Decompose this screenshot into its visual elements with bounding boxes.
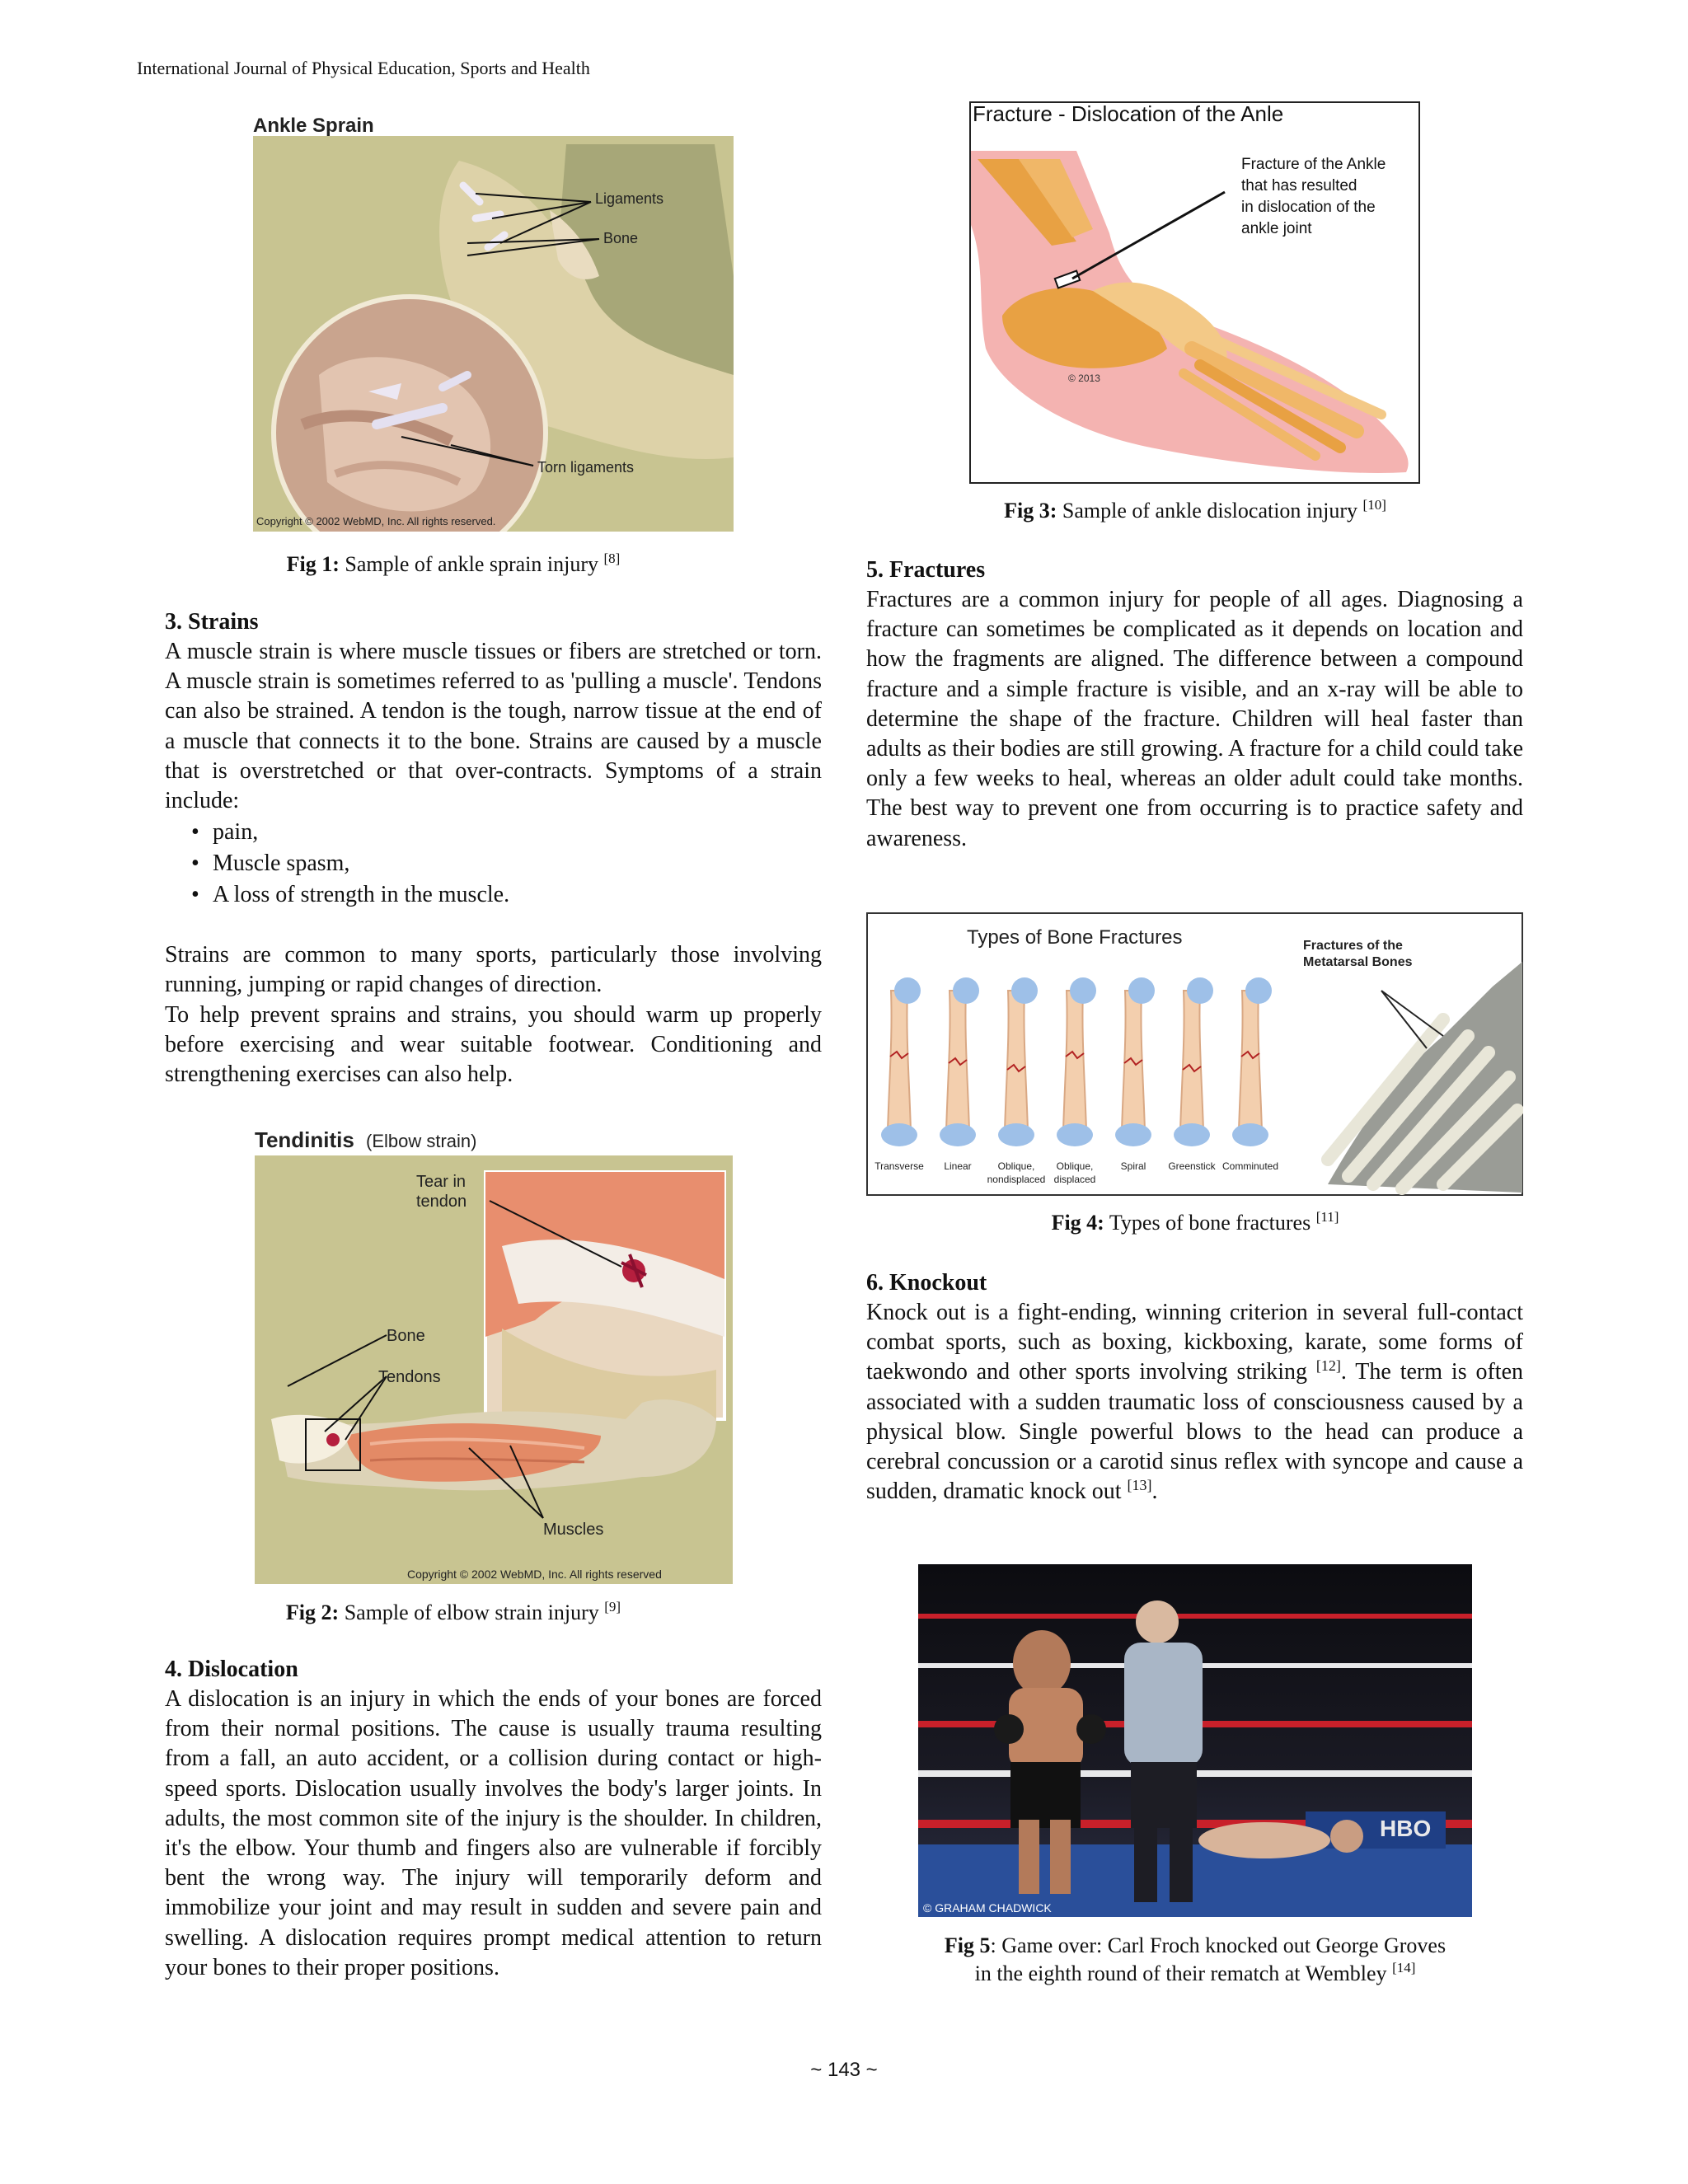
fig3-caption-label: Fig 3: bbox=[1004, 499, 1057, 523]
fig5-caption bbox=[890, 1932, 1500, 1988]
journal-header: International Journal of Physical Education, Sports and Health bbox=[137, 58, 590, 78]
fig1-label-bone: Bone bbox=[603, 230, 639, 246]
list-item: • pain, bbox=[165, 817, 822, 848]
fig4-caption-ref: [11] bbox=[1315, 1209, 1339, 1225]
fig3-caption bbox=[915, 497, 1475, 525]
knockout-ref-13: [13] bbox=[1127, 1477, 1152, 1494]
fracture-type-label: Oblique, bbox=[1056, 1160, 1094, 1172]
fig1-label-torn-ligaments: Torn ligaments bbox=[537, 459, 635, 476]
fig2-label-muscles: Muscles bbox=[543, 1521, 604, 1539]
strains-paragraph-1: A muscle strain is where muscle tissues or fibers are stretched or torn. A muscle strain is sometimes referred to as 'pulling a muscle'. Tendons can also be strained. A tendon is the tough, narrow tissue at the end of a muscle that connects it to the bone. Strains are caused by a muscle that is overstretched or that over-contracts. Symptoms of a strain include: bbox=[165, 639, 822, 814]
fracture-type-sublabel: displaced bbox=[1053, 1174, 1096, 1185]
fig1-label-ligaments: Ligaments bbox=[595, 190, 664, 207]
fractures-paragraph: Fractures are a common injury for people of all ages. Diagnosing a fracture can sometimes be complicated as it depends on location and how the fragments are aligned. The difference between a compound fracture and a simple fracture is visible, and an x-ray will be able to determine the shape of the fracture. Children will heal faster than adults as their bodies are still growing. A fracture for a child could take only a few weeks to heal, whereas an older adult could take months. The best way to prevent one from occurring is to practice safety and awareness. bbox=[866, 587, 1523, 851]
fig2-label-tendon: tendon bbox=[416, 1193, 467, 1211]
fig2-caption-label: Fig 2: bbox=[285, 1601, 340, 1624]
fig5-caption-line-2 bbox=[890, 1960, 1500, 1988]
fig1-caption-text: Sample of ankle sprain injury bbox=[345, 552, 599, 576]
fig5-caption-text-1: : Game over: Carl Froch knocked out George Groves bbox=[990, 1933, 1447, 1957]
fig4-metatarsal-label-1: Fractures of the bbox=[1303, 939, 1403, 953]
strains-heading: 3. Strains bbox=[165, 609, 259, 635]
knockout-heading: 6. Knockout bbox=[866, 1270, 987, 1296]
list-item: • Muscle spasm, bbox=[165, 848, 822, 879]
list-item: • A loss of strength in the muscle. bbox=[165, 879, 822, 911]
fig2-elbow-strain-image bbox=[255, 1122, 733, 1584]
fracture-type-sublabel: nondisplaced bbox=[987, 1174, 1046, 1185]
fracture-type-label: Oblique, bbox=[997, 1160, 1035, 1172]
strains-paragraph-2: Strains are common to many sports, particularly those involving running, jumping or rapid changes of direction. bbox=[165, 942, 822, 998]
fig3-annotation-line-3: in dislocation of the bbox=[1241, 199, 1376, 216]
fig5-caption-ref: [14] bbox=[1392, 1960, 1416, 1975]
fig4-caption-label: Fig 4: bbox=[1051, 1211, 1104, 1235]
fig5-caption-text-2: in the eighth round of their rematch at Wembley bbox=[974, 1961, 1387, 1985]
fracture-type-label: Transverse bbox=[874, 1160, 924, 1172]
fig2-caption-text: Sample of elbow strain injury bbox=[344, 1601, 599, 1624]
fig3-caption-ref: [10] bbox=[1362, 497, 1386, 513]
fig2-caption bbox=[165, 1599, 742, 1627]
fracture-type-label: Greenstick bbox=[1168, 1160, 1216, 1172]
fig3-caption-text: Sample of ankle dislocation injury bbox=[1062, 499, 1358, 523]
fracture-type-label: Comminuted bbox=[1221, 1160, 1279, 1172]
fig2-copyright: Copyright © 2002 WebMD, Inc. All rights reserved bbox=[407, 1568, 662, 1581]
fig5-knockout-photo bbox=[918, 1564, 1472, 1917]
fig3-annotation-line-1: Fracture of the Ankle bbox=[1241, 156, 1386, 173]
fig5-caption-label: Fig 5 bbox=[944, 1933, 991, 1957]
fig2-label-bone: Bone bbox=[387, 1327, 425, 1345]
fig1-title: Ankle Sprain bbox=[253, 115, 374, 137]
fig2-label-tear-in: Tear in bbox=[416, 1173, 467, 1191]
fig4-title: Types of Bone Fractures bbox=[967, 926, 1183, 949]
fig3-ankle-dislocation-image bbox=[969, 101, 1420, 484]
fig3-annotation-line-2: that has resulted bbox=[1241, 177, 1357, 194]
fig1-ankle-sprain-image bbox=[253, 111, 734, 532]
fig1-copyright: Copyright © 2002 WebMD, Inc. All rights reserved. bbox=[256, 515, 496, 527]
fig1-caption-label: Fig 1: bbox=[286, 552, 340, 576]
knockout-text-a: Knock out is a fight-ending, winning criterion in several full-contact combat sports, such as boxing, kickboxing, karate, some forms of taekwondo and other sports involving striking bbox=[866, 1300, 1523, 1385]
fracture-type-label: Spiral bbox=[1120, 1160, 1146, 1172]
fig4-caption-text: Types of bone fractures bbox=[1109, 1211, 1311, 1235]
fig3-watermark: © 2013 bbox=[1068, 373, 1100, 384]
dislocation-heading: 4. Dislocation bbox=[165, 1657, 298, 1682]
fig5-caption-line-1 bbox=[890, 1932, 1500, 1960]
fig2-label-tendons: Tendons bbox=[378, 1368, 441, 1386]
knockout-text-c: . bbox=[1151, 1479, 1158, 1505]
fig4-caption bbox=[915, 1209, 1475, 1237]
page-number: ~ 143 ~ bbox=[810, 2059, 878, 2081]
fractures-heading: 5. Fractures bbox=[866, 557, 986, 583]
fig2-title: Tendinitis bbox=[255, 1127, 354, 1152]
fig5-ring-logo: HBO bbox=[1380, 1816, 1432, 1841]
knockout-ref-12: [12] bbox=[1315, 1357, 1341, 1375]
fig1-caption-ref: [8] bbox=[603, 551, 621, 566]
knockout-paragraph bbox=[866, 1298, 1523, 1507]
fracture-type-label: Linear bbox=[944, 1160, 972, 1172]
strains-paragraph-3: To help prevent sprains and strains, you should warm up properly before exercising and wear suitable footwear. Conditioning and strengthening exercises can also help. bbox=[165, 1002, 822, 1088]
fig5-photo-credit: © GRAHAM CHADWICK bbox=[923, 1901, 1052, 1915]
fig2-subtitle: (Elbow strain) bbox=[366, 1131, 477, 1151]
fig4-bone-fractures-image bbox=[866, 912, 1523, 1196]
fig4-metatarsal-label-2: Metatarsal Bones bbox=[1303, 955, 1413, 969]
knockout-text-b: . The term is often associated with a sudden traumatic loss of consciousness caused by a physical blow. Single powerful blows to the head can produce a cerebral concussion or a carotid sinus reflex with syncope and cause a sudden, dramatic knock out bbox=[866, 1359, 1524, 1505]
fig1-caption bbox=[165, 551, 742, 579]
fig2-caption-ref: [9] bbox=[604, 1599, 621, 1615]
fig3-annotation-line-4: ankle joint bbox=[1241, 220, 1312, 237]
fig3-title: Fracture - Dislocation of the Anle bbox=[973, 101, 1284, 126]
dislocation-paragraph: A dislocation is an injury in which the ends of your bones are forced from their normal positions. The cause is usually trauma resulting from a fall, an auto accident, or a collision during contact or high-speed sports. Dislocation usually involves the body's larger joints. In adults, the most common site of the injury is the shoulder. In children, it's the elbow. Your thumb and fingers also are vulnerable if forcibly bent the wrong way. The injury will temporarily deform and immobilize your joint and may result in sudden and severe pain and swelling. A dislocation requires prompt medical attention to return your bones to their proper positions. bbox=[165, 1686, 822, 1980]
strains-symptom-list bbox=[165, 817, 822, 911]
